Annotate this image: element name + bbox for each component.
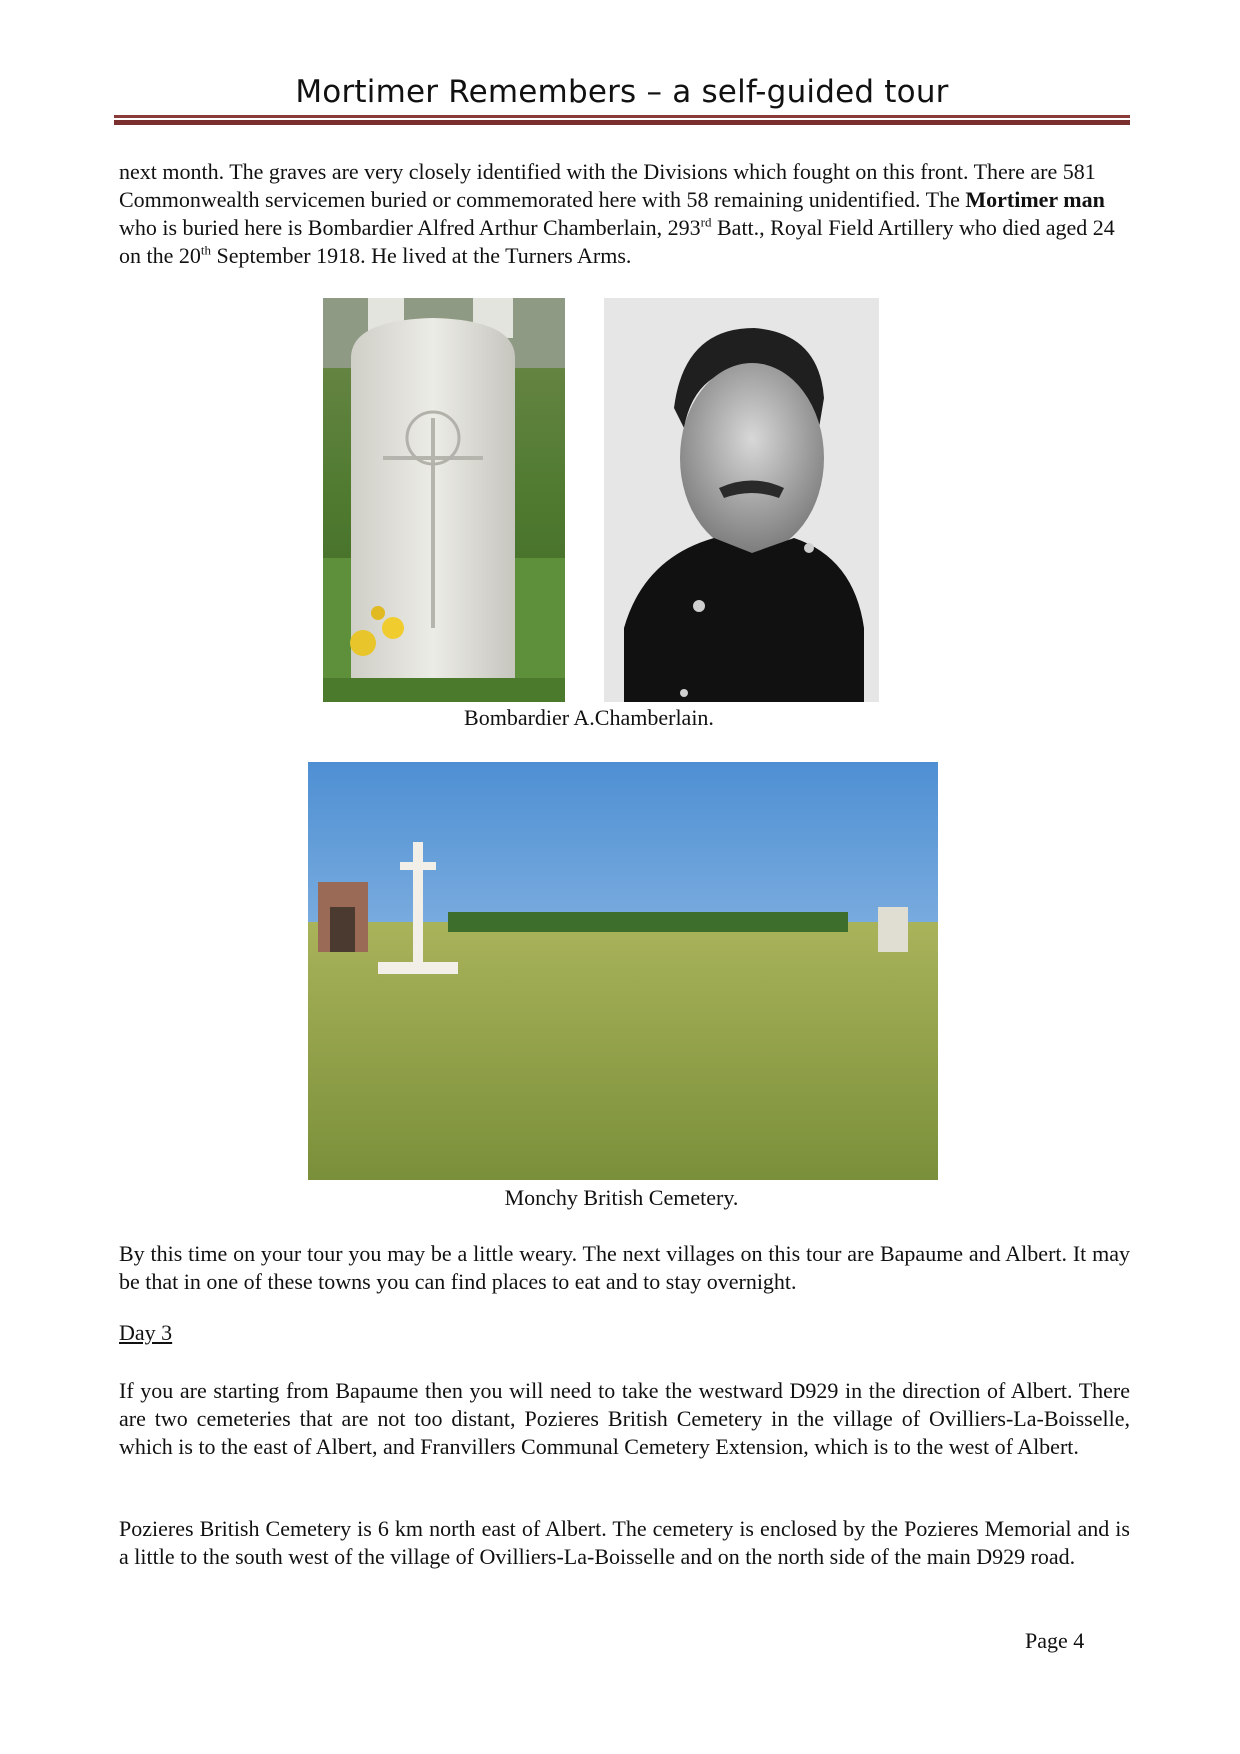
page-header-title: Mortimer Remembers – a self-guided tour [295,74,949,110]
mortimer-man-bold: Mortimer man [965,187,1105,212]
caption-bombardier: Bombardier A.Chamberlain. [464,705,714,730]
paragraph-pozieres: Pozieres British Cemetery is 6 km north east of Albert. The cemetery is enclosed by the Pozieres Memorial and is a little to the south west of the village of Ovilliers-La-Boisselle and on the north side of the main D929 road. [119,1516,1130,1569]
page-number: Page 4 [1025,1628,1085,1653]
headstone-photo [323,298,565,702]
caption-cemetery: Monchy British Cemetery. [504,1185,739,1210]
header-rule-thin [114,115,1130,118]
paragraph-bapaume: If you are starting from Bapaume then you will need to take the westward D929 in the direction of Albert. There are two cemeteries that are not too distant, Pozieres British Cemetery in the village of Ovilliers-La-Boisselle, which is to the east of Albert, and Franvillers Communal Cemetery Extension, which is to the west of Albert. [119,1378,1130,1459]
paragraph-weary: By this time on your tour you may be a little weary. The next villages on this tour are Bapaume and Albert. It may be that in one of these towns you can find places to eat and to stay overnight. [119,1241,1130,1294]
day-3-heading: Day 3 [119,1320,173,1345]
cemetery-photo [308,762,938,1180]
header-rule-thick [114,120,1130,125]
portrait-photo [604,298,879,702]
intro-paragraph: next month. The graves are very closely identified with the Divisions which fought on this front. There are 581 Commonwealth servicemen buried or commemorated here with 58 remaining unidentified. The Mortimer man who is buried here is Bombardier Alfred Arthur Chamberlain, 293rd Batt., Royal Field Artillery who died aged 24 on the 20th September 1918. He lived at the Turners Arms. [119,159,1115,268]
